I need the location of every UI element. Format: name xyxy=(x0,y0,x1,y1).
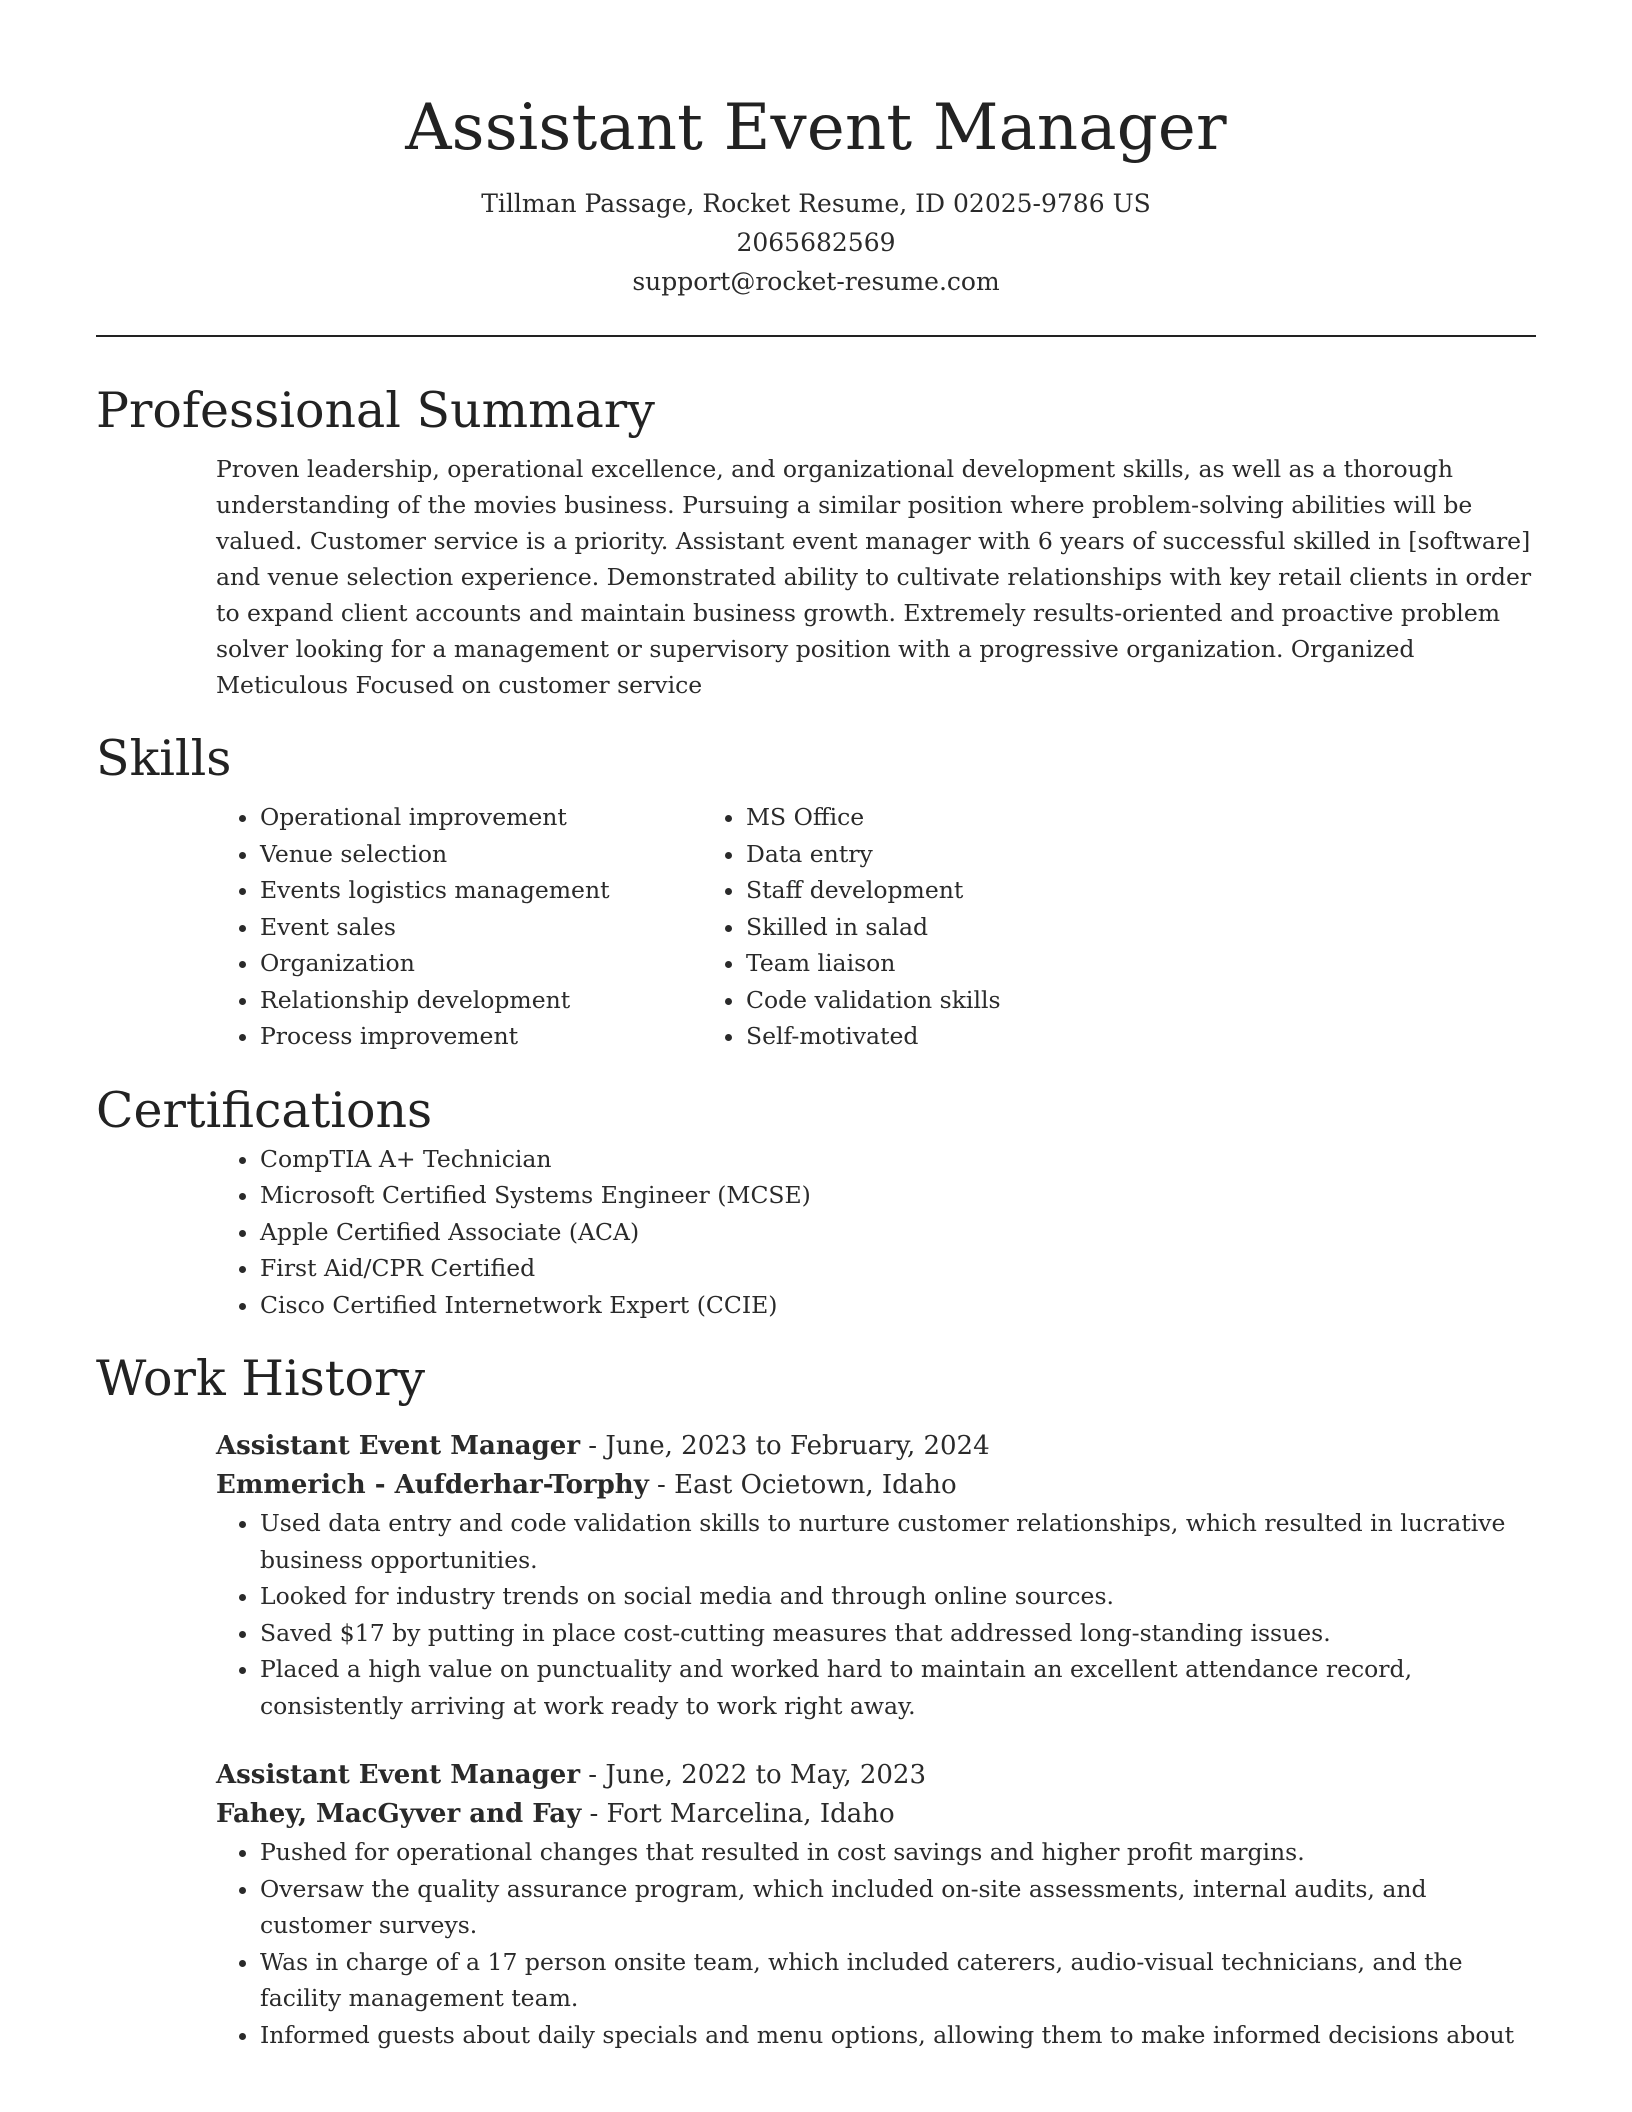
job-title-line xyxy=(216,1756,1536,1795)
resume-header xyxy=(0,0,1632,301)
certifications-heading: Certifications xyxy=(96,1081,433,1139)
list-item: • Was in charge of a 17 person onsite team, which included caterers, audio-visual technicians, and the facility management team. xyxy=(260,1944,1536,2017)
list-item: • Staff development xyxy=(746,872,1232,909)
phone: 2065682569 xyxy=(736,228,896,257)
job-title-line xyxy=(216,1427,1536,1466)
job-company: Fahey, MacGyver and Fay xyxy=(216,1799,582,1829)
list-item: • Looked for industry trends on social media and through online sources. xyxy=(260,1578,1536,1615)
list-item: • Used data entry and code validation skills to nurture customer relationships, which resulted in lucrative business opportunities. xyxy=(260,1505,1536,1578)
work-history-heading: Work History xyxy=(96,1350,426,1407)
list-item: • Informed guests about daily specials and menu options, allowing them to make informed decisions about xyxy=(260,2017,1536,2054)
list-item: • First Aid/CPR Certified xyxy=(260,1250,1536,1287)
job-bullet-list xyxy=(216,1505,1536,1724)
job-location: - East Ocietown, Idaho xyxy=(648,1470,957,1500)
list-item: • Cisco Certified Internetwork Expert (CCIE) xyxy=(260,1287,1536,1324)
job-bullet-list xyxy=(216,1834,1536,2053)
list-item: • Saved $17 by putting in place cost-cutting measures that addressed long-standing issues. xyxy=(260,1615,1536,1652)
list-item: • Event sales xyxy=(260,909,746,946)
summary-text: Proven leadership, operational excellence, and organizational development skills, as well as a thorough understanding of the movies business. Pursuing a similar position where problem-solving abilities will be valued. Customer service is a priority. Assistant event manager with 6 years of successful skilled in [software] and venue selection experience. Demonstrated ability to cultivate relationships with key retail clients in order to expand client accounts and maintain business growth. Extremely results-oriented and proactive problem solver looking for a management or supervisory position with a progressive organization. Organized Meticulous Focused on customer service xyxy=(216,455,1532,699)
address: Tillman Passage, Rocket Resume, ID 02025-9786 US xyxy=(481,189,1151,218)
list-item: • Relationship development xyxy=(260,982,746,1019)
list-item: • Oversaw the quality assurance program, which included on-site assessments, internal audits, and customer surveys. xyxy=(260,1871,1536,1944)
list-item: • Operational improvement xyxy=(260,799,746,836)
list-item: • Apple Certified Associate (ACA) xyxy=(260,1214,1536,1251)
skills-columns xyxy=(96,799,1536,1055)
list-item: • Code validation skills xyxy=(746,982,1232,1019)
contact-info xyxy=(0,184,1632,301)
list-item: • CompTIA A+ Technician xyxy=(260,1141,1536,1178)
certifications-section xyxy=(96,1081,1536,1324)
list-item: • Process improvement xyxy=(260,1018,746,1055)
skills-heading: Skills xyxy=(96,730,232,787)
skills-list-right xyxy=(582,799,1232,1055)
summary-section xyxy=(96,381,1536,703)
list-item: • Self-motivated xyxy=(746,1018,1232,1055)
job-title: Assistant Event Manager xyxy=(216,1760,581,1790)
list-item: • Events logistics management xyxy=(260,872,746,909)
list-item: • Data entry xyxy=(746,836,1232,873)
job-company: Emmerich - Aufderhar-Torphy xyxy=(216,1470,649,1500)
list-item: • Organization xyxy=(260,945,746,982)
list-item: • Microsoft Certified Systems Engineer (MCSE) xyxy=(260,1177,1536,1214)
list-item: • Team liaison xyxy=(746,945,1232,982)
header-divider xyxy=(96,335,1536,337)
skills-column-right xyxy=(582,799,1232,1055)
list-item: • MS Office xyxy=(746,799,1232,836)
job-title: Assistant Event Manager xyxy=(216,1431,581,1461)
list-item: • Pushed for operational changes that resulted in cost savings and higher profit margins. xyxy=(260,1834,1536,1871)
job-entry xyxy=(216,1756,1536,1834)
job-company-line xyxy=(216,1795,1536,1834)
skills-section xyxy=(96,729,1536,1055)
job-entry xyxy=(216,1427,1536,1505)
job-dates: - June, 2022 to May, 2023 xyxy=(580,1760,927,1790)
email: support@rocket-resume.com xyxy=(632,267,1000,296)
work-history-section xyxy=(96,1349,1536,2053)
certifications-list xyxy=(96,1141,1536,1324)
list-item: • Venue selection xyxy=(260,836,746,873)
job-dates: - June, 2023 to February, 2024 xyxy=(580,1431,990,1461)
candidate-name: Assistant Event Manager xyxy=(405,91,1227,165)
job-company-line xyxy=(216,1466,1536,1505)
summary-heading: Professional Summary xyxy=(96,382,655,439)
list-item: • Skilled in salad xyxy=(746,909,1232,946)
list-item: • Placed a high value on punctuality and worked hard to maintain an excellent attendance record, consistently arriving at work ready to work right away. xyxy=(260,1651,1536,1724)
job-location: - Fort Marcelina, Idaho xyxy=(581,1799,895,1829)
